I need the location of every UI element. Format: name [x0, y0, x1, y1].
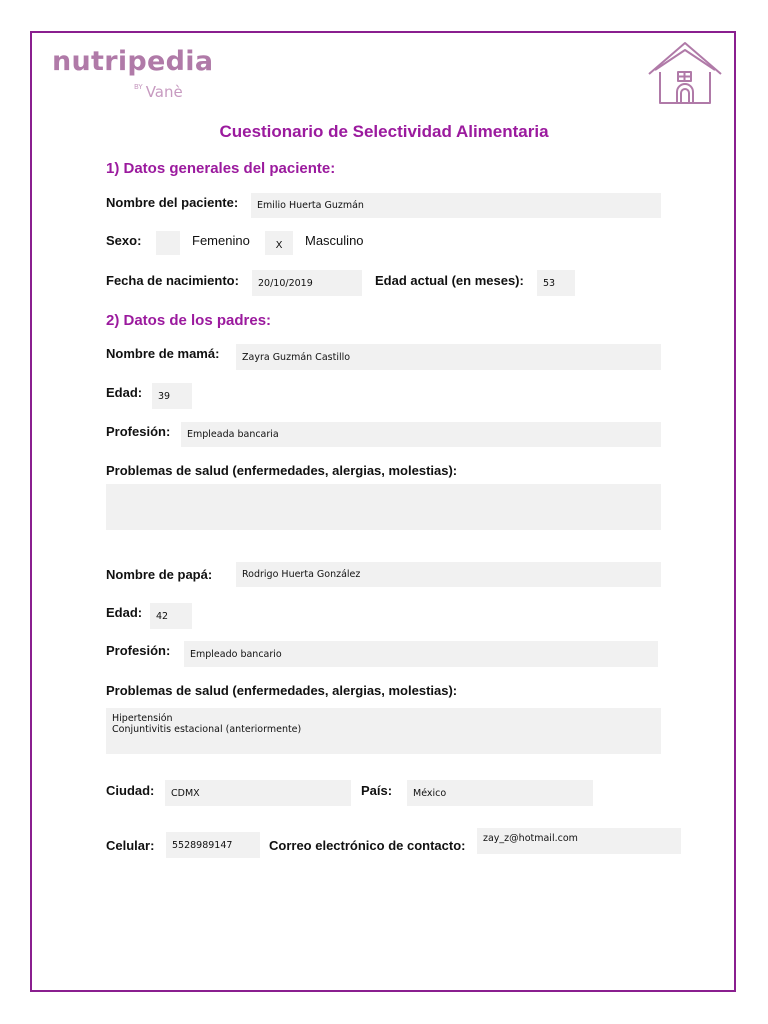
patient-name-label: Nombre del paciente:: [106, 195, 239, 210]
mother-health-label: Problemas de salud (enfermedades, alergias, molestias):: [106, 463, 458, 478]
mother-age-label: Edad:: [106, 385, 143, 400]
phone-label: Celular:: [106, 838, 155, 853]
mother-name-label: Nombre de mamá:: [106, 346, 220, 361]
city-label: Ciudad:: [106, 783, 155, 798]
city-field[interactable]: CDMX: [165, 780, 351, 806]
mother-health-field[interactable]: [106, 484, 661, 530]
mother-age-field[interactable]: 39: [152, 383, 192, 409]
logo-subtext: [134, 83, 183, 101]
phone-field[interactable]: 5528989147: [166, 832, 260, 858]
mother-name-field[interactable]: Zayra Guzmán Castillo: [236, 344, 661, 370]
email-label: Correo electrónico de contacto:: [269, 838, 466, 853]
patient-name-field[interactable]: Emilio Huerta Guzmán: [251, 193, 661, 218]
father-job-label: Profesión:: [106, 643, 171, 658]
father-health-label: Problemas de salud (enfermedades, alergias, molestias):: [106, 683, 458, 698]
country-field[interactable]: México: [407, 780, 593, 806]
email-field[interactable]: zay_z@hotmail.com: [477, 828, 681, 854]
sex-label: Sexo:: [106, 233, 142, 248]
logo-by: BY: [134, 83, 143, 91]
section-heading-patient: 1) Datos generales del paciente:: [106, 160, 336, 177]
birthdate-label: Fecha de nacimiento:: [106, 273, 239, 288]
father-age-field[interactable]: 42: [150, 603, 192, 629]
country-label: País:: [361, 783, 393, 798]
house-icon: [646, 40, 724, 111]
logo-name: Vanè: [145, 83, 183, 101]
father-job-field[interactable]: Empleado bancario: [184, 641, 658, 667]
sex-female-checkbox[interactable]: [156, 231, 180, 255]
mother-job-label: Profesión:: [106, 424, 171, 439]
age-months-field[interactable]: 53: [537, 270, 575, 296]
sex-male-label: Masculino: [305, 233, 364, 248]
form-title: Cuestionario de Selectividad Alimentaria: [219, 122, 549, 141]
age-months-label: Edad actual (en meses):: [375, 273, 524, 288]
mother-job-field[interactable]: Empleada bancaria: [181, 422, 661, 447]
logo-text: nutripedia: [52, 46, 214, 77]
father-age-label: Edad:: [106, 605, 143, 620]
father-name-label: Nombre de papá:: [106, 567, 213, 582]
father-health-field[interactable]: Hipertensión Conjuntivitis estacional (anteriormente): [106, 708, 661, 754]
birthdate-field[interactable]: 20/10/2019: [252, 270, 362, 296]
father-name-field[interactable]: Rodrigo Huerta González: [236, 562, 661, 587]
sex-male-checkbox[interactable]: X: [265, 231, 293, 255]
sex-female-label: Femenino: [192, 233, 250, 248]
section-heading-parents: 2) Datos de los padres:: [106, 312, 272, 329]
